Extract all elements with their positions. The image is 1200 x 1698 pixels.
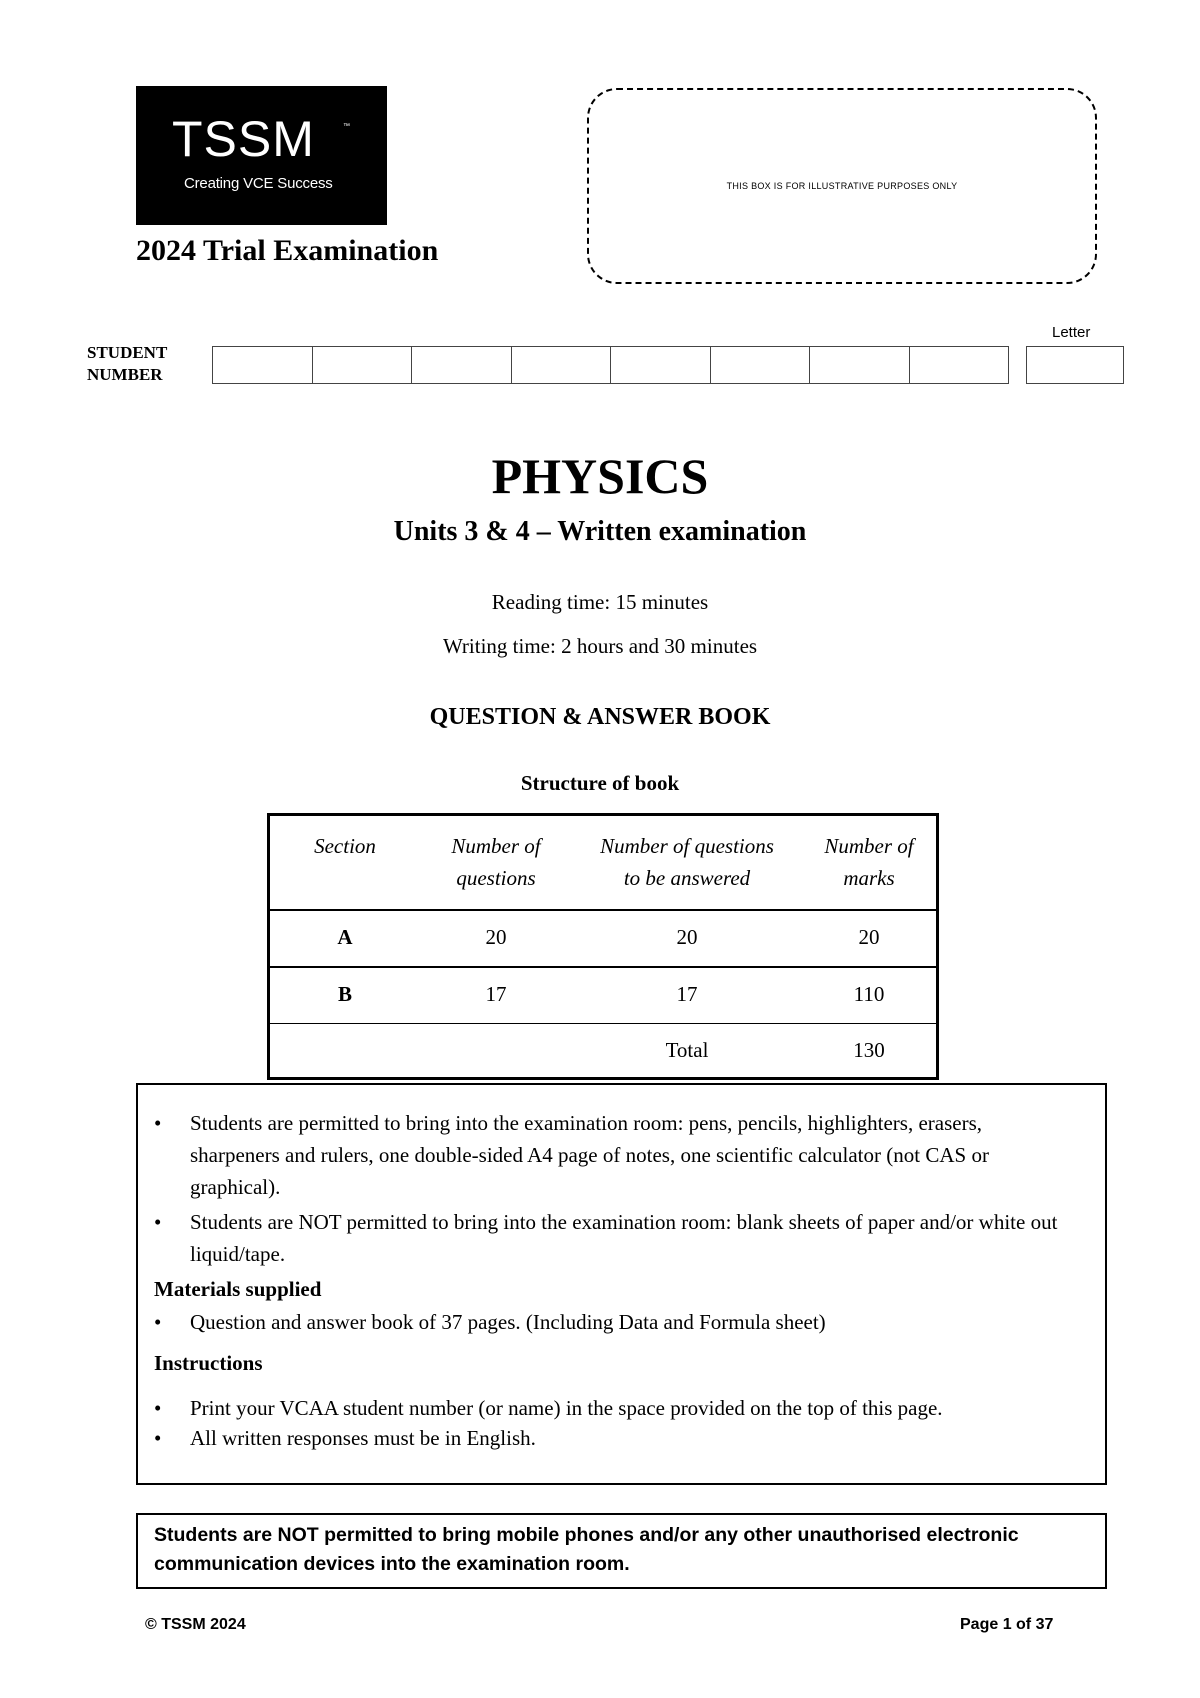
header-questions-to-answer: Number of questions to be answered: [600, 834, 774, 890]
cell-questions: [420, 1034, 572, 1088]
student-number-label-line2: NUMBER: [87, 365, 163, 384]
book-title: QUESTION & ANSWER BOOK: [429, 704, 771, 730]
structure-table: [267, 813, 939, 1080]
letter-box[interactable]: [1026, 346, 1124, 384]
illustrative-box-text: THIS BOX IS FOR ILLUSTRATIVE PURPOSES ONLY: [726, 181, 958, 191]
list-item: • Students are permitted to bring into the examination room: pens, pencils, highlighters, erasers, sharpeners and rulers, one double-sided A4 page of notes, one scientific calculator (not CAS or graphical).: [154, 1107, 1074, 1203]
cell-questions: 17: [485, 982, 507, 1006]
student-number-digit-box[interactable]: [710, 346, 810, 384]
bullet-icon: •: [154, 1111, 162, 1135]
student-number-boxes: [212, 346, 1009, 384]
student-number-digit-box[interactable]: [411, 346, 511, 384]
list-item: • Students are NOT permitted to bring into the examination room: blank sheets of paper and/or white out liquid/tape.: [154, 1206, 1074, 1270]
student-number-digit-box[interactable]: [312, 346, 412, 384]
cell-questions: 20: [485, 925, 507, 949]
logo-tagline: Creating VCE Success: [184, 175, 333, 192]
list-item: • Print your VCAA student number (or name) in the space provided on the top of this page.: [154, 1392, 1074, 1424]
table-total-row: [270, 1023, 936, 1088]
table-header-row: [270, 830, 936, 894]
cell-marks: 110: [853, 982, 885, 1006]
footer-page-number: Page 1 of 37: [960, 1616, 1054, 1633]
bullet-icon: •: [154, 1210, 162, 1234]
list-item: • Question and answer book of 37 pages. (Including Data and Formula sheet): [154, 1306, 1074, 1338]
instructions-heading: Instructions: [154, 1351, 263, 1375]
trial-title: 2024 Trial Examination: [136, 234, 439, 267]
warning-text: Students are NOT permitted to bring mobile phones and/or any other unauthorised electronic communication devices into the examination room.: [154, 1524, 1019, 1575]
header-section: Section: [314, 834, 376, 858]
tssm-logo: [136, 86, 387, 225]
cell-total-marks: 130: [853, 1038, 885, 1062]
logo-wordmark: TSSM: [172, 111, 315, 167]
cell-to-answer: 17: [676, 982, 698, 1006]
bullet-icon: •: [154, 1396, 162, 1420]
subject-title: PHYSICS: [491, 448, 709, 504]
header-number-of-marks: Number of marks: [824, 834, 914, 890]
exam-subtitle: Units 3 & 4 – Written examination: [393, 516, 807, 547]
warning-box: [136, 1513, 1107, 1589]
footer-copyright: © TSSM 2024: [145, 1616, 246, 1633]
letter-label: Letter: [1052, 324, 1091, 341]
list-item: • All written responses must be in English.: [154, 1422, 1074, 1454]
instructions-box: [136, 1083, 1107, 1485]
illustrative-box: [587, 88, 1097, 284]
student-number-digit-box[interactable]: [809, 346, 909, 384]
student-number-digit-box[interactable]: [909, 346, 1010, 384]
header-number-of-questions: Number of questions: [451, 834, 541, 890]
cell-section: [270, 1034, 420, 1088]
student-number-digit-box[interactable]: [610, 346, 710, 384]
cell-to-answer: 20: [676, 925, 698, 949]
writing-time: Writing time: 2 hours and 30 minutes: [442, 634, 758, 658]
logo-trademark: ™: [343, 123, 350, 130]
student-number-label-line1: STUDENT: [87, 343, 168, 362]
bullet-icon: •: [154, 1426, 162, 1450]
bullet-icon: •: [154, 1310, 162, 1334]
cell-section: A: [337, 925, 353, 949]
reading-time: Reading time: 15 minutes: [491, 590, 709, 614]
cell-section: B: [337, 982, 352, 1006]
student-number-label: [87, 342, 167, 386]
materials-heading: Materials supplied: [154, 1277, 322, 1301]
cell-marks: 20: [858, 925, 880, 949]
cell-total-label: Total: [665, 1038, 709, 1062]
student-number-digit-box[interactable]: [212, 346, 312, 384]
structure-heading: Structure of book: [520, 771, 680, 795]
student-number-digit-box[interactable]: [511, 346, 611, 384]
